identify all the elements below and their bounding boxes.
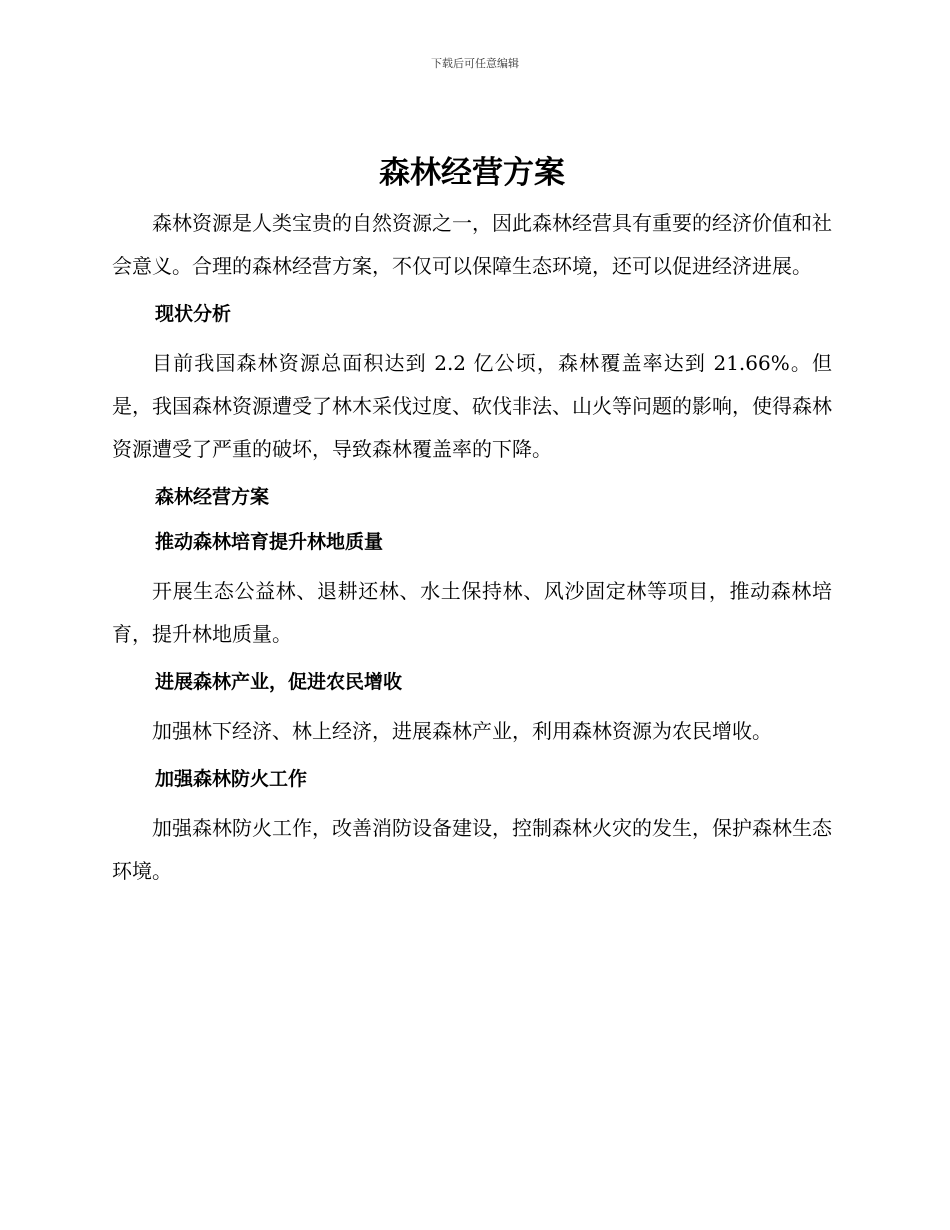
section-paragraph-cultivation: 开展生态公益林、退耕还林、水土保持林、风沙固定林等项目，推动森林培育，提升林地质量。 [112,579,832,646]
section-heading-fire-prevention: 加强森林防火工作 [155,768,308,790]
section-heading-cultivation: 推动森林培育提升林地质量 [155,531,384,553]
document-body [112,150,832,893]
section-paragraph-fire-prevention: 加强森林防火工作，改善消防设备建设，控制森林火灾的发生，保护森林生态环境。 [112,816,832,883]
section-paragraph-status: 目前我国森林资源总面积达到 2.2 亿公顷，森林覆盖率达到 21.66%。但是，我国森林资源遭受了林木采伐过度、砍伐非法、山火等问题的影响，使得森林资源遭受了严重的破坏，导致森林覆盖率的下降。 [112,351,832,461]
page-header-note: 下载后可任意编辑 [431,57,519,70]
section-paragraph-industry: 加强林下经济、林上经济，进展森林产业，利用森林资源为农民增收。 [152,719,772,743]
section-heading-status: 现状分析 [155,303,232,325]
intro-paragraph: 森林资源是人类宝贵的自然资源之一，因此森林经营具有重要的经济价值和社会意义。合理的森林经营方案，不仅可以保障生态环境，还可以促进经济进展。 [112,211,832,278]
section-heading-industry: 进展森林产业，促进农民增收 [155,671,403,693]
document-title: 森林经营方案 [379,155,565,191]
section-heading-plan: 森林经营方案 [155,486,270,508]
